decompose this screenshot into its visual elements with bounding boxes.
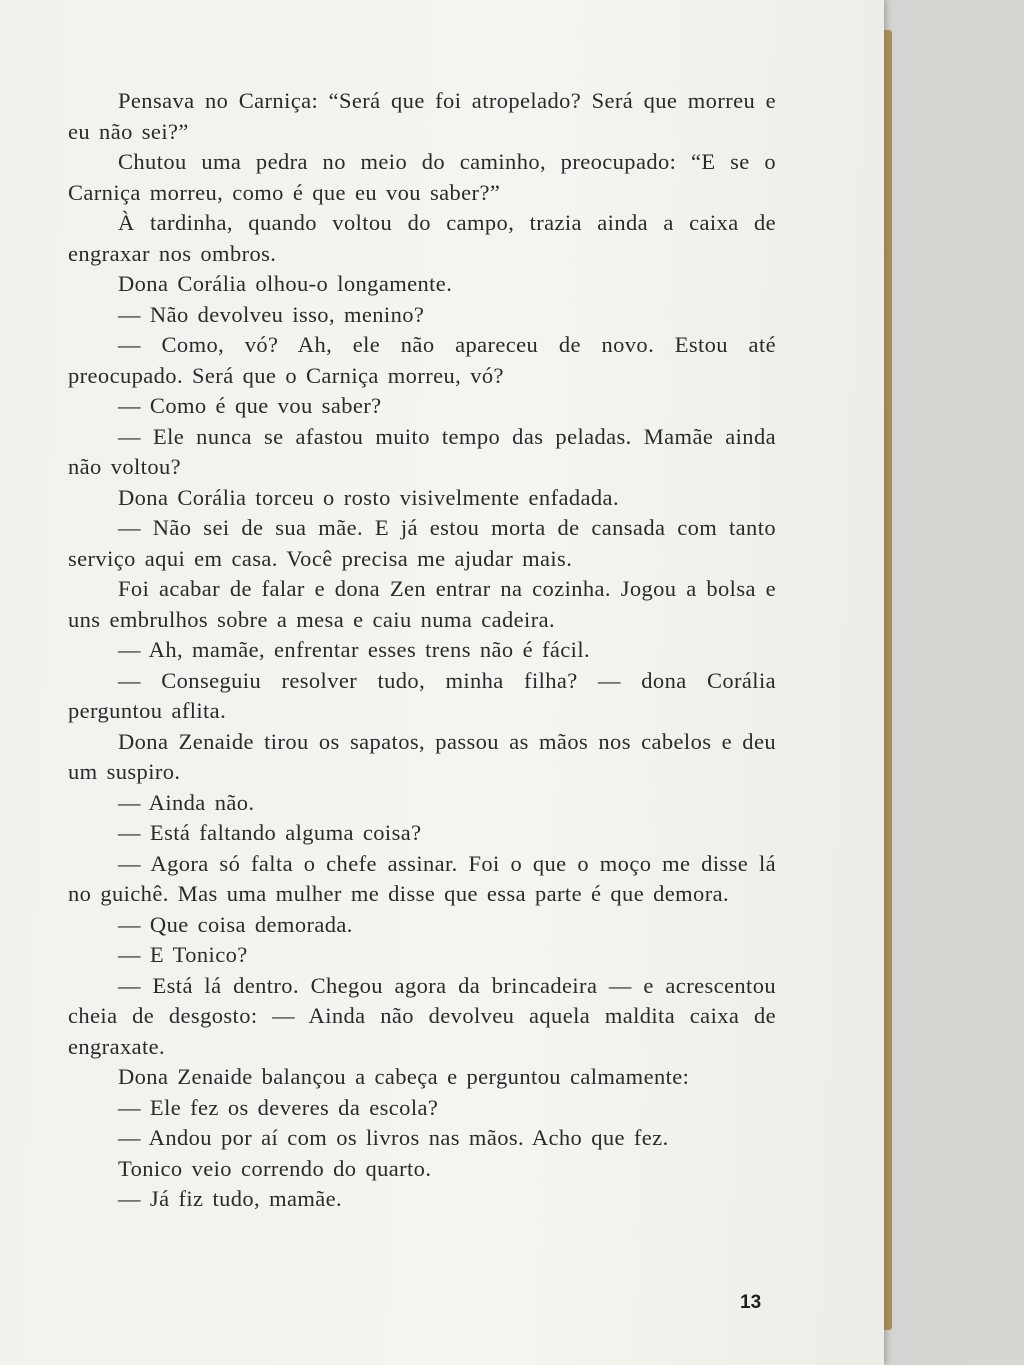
paragraph: — Está faltando alguma coisa? [118, 820, 422, 845]
page-number: 13 [740, 1292, 762, 1313]
paragraph: Dona Zenaide balançou a cabeça e perguntou calmamente: [118, 1064, 690, 1089]
paragraph: À tardinha, quando voltou do campo, trazia ainda a caixa de engraxar nos ombros. [68, 210, 776, 266]
paragraph: — Que coisa demorada. [118, 911, 353, 937]
page-text [68, 86, 776, 1215]
paragraph: — Está lá dentro. Chegou agora da brincadeira — e acrescentou cheia de desgosto: — Ainda não devolveu aquela maldita caixa de engraxate. [68, 972, 776, 1059]
paragraph: Dona Corália olhou-o longamente. [118, 271, 453, 296]
paragraph: — Não devolveu isso, menino? [118, 301, 425, 327]
paragraph: — Ele nunca se afastou muito tempo das peladas. Mamãe ainda não voltou? [68, 423, 776, 479]
paragraph: — Como, vó? Ah, ele não apareceu de novo. Estou até preocupado. Será que o Carniça morreu, vó? [68, 332, 776, 388]
paragraph: — Conseguiu resolver tudo, minha filha? — dona Corália perguntou aflita. [68, 667, 776, 723]
paragraph: — Ainda não. [118, 789, 255, 815]
paragraph: — Ah, mamãe, enfrentar esses trens não é fácil. [118, 637, 591, 662]
paragraph: Chutou uma pedra no meio do caminho, preocupado: “E se o Carniça morreu, como é que eu vou saber?” [68, 149, 776, 205]
paragraph: — Andou por aí com os livros nas mãos. Acho que fez. [118, 1125, 669, 1150]
paragraph: Dona Corália torceu o rosto visivelmente enfadada. [118, 484, 619, 510]
paragraph: — E Tonico? [118, 942, 248, 967]
paragraph: — Ele fez os deveres da escola? [118, 1094, 439, 1120]
paragraph: Foi acabar de falar e dona Zen entrar na cozinha. Jogou a bolsa e uns embrulhos sobre a mesa e caiu numa cadeira. [68, 576, 776, 632]
paragraph: Tonico veio correndo do quarto. [118, 1155, 432, 1181]
paragraph: — Como é que vou saber? [118, 393, 382, 418]
paragraph: Dona Zenaide tirou os sapatos, passou as mãos nos cabelos e deu um suspiro. [68, 728, 776, 784]
paragraph: Pensava no Carniça: “Será que foi atropelado? Será que morreu e eu não sei?” [68, 88, 776, 144]
paragraph: — Já fiz tudo, mamãe. [118, 1186, 343, 1211]
paragraph: — Agora só falta o chefe assinar. Foi o que o moço me disse lá no guichê. Mas uma mulher me disse que essa parte é que demora. [68, 850, 776, 906]
paragraph: — Não sei de sua mãe. E já estou morta de cansada com tanto serviço aqui em casa. Você precisa me ajudar mais. [68, 515, 776, 571]
